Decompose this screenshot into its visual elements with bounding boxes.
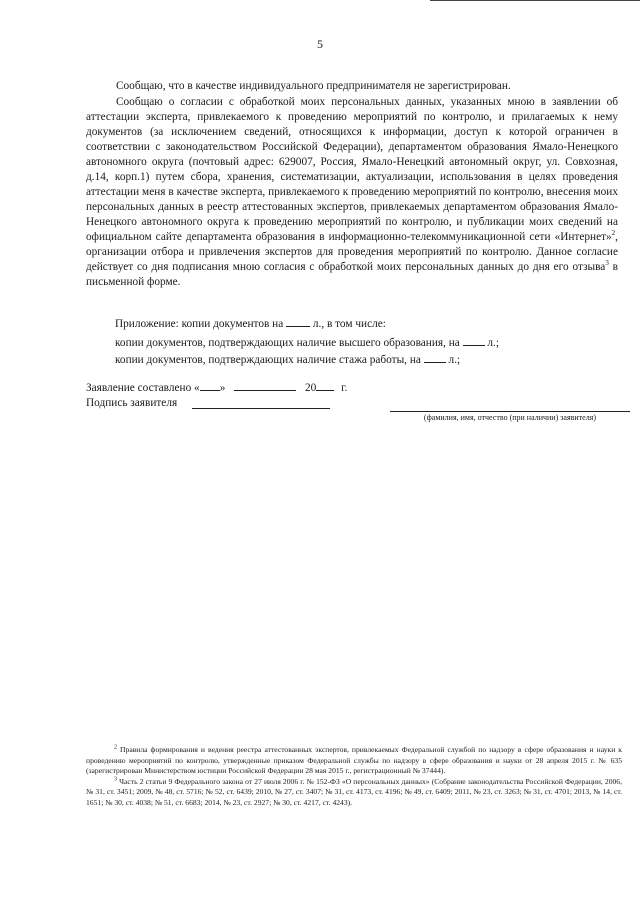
- consent-text-part-3: в письменной форме.: [86, 261, 618, 288]
- application-date-line: [86, 380, 347, 396]
- consent-text-part-2: , организации отбора и привлечения экспертов для проведения мероприятий по контролю. Данное согласие действует со дня подписания мною согласия с обработкой моих персональных данных до дня его отзыва: [86, 231, 618, 273]
- footnote-text: Правила формирования и ведения реестра аттестованных экспертов, привлекаемых Федеральной службой по надзору в сфере образования и науки к проведению мероприятий по контролю, утвержденные приказом Федеральной службы по надзору в сфере образования и науки от 28 апреля 2015 г. № 635 (зарегистрирован Министерством юстиции Российской Федерации 28 мая 2015 г., регистрационный № 37444).: [86, 745, 622, 776]
- footnote-2: [86, 745, 622, 777]
- footnote-number: 3: [114, 776, 117, 783]
- attachment-experience-suffix: л.;: [448, 354, 461, 366]
- attachment-line-total: [115, 316, 625, 332]
- footnote-3: [86, 777, 622, 809]
- footnote-ref-2: 2: [611, 229, 616, 238]
- year-suffix: г.: [341, 382, 348, 394]
- attachment-education-label: копии документов, подтверждающих наличие высшего образования, на: [115, 337, 460, 349]
- quote-close: »: [219, 382, 226, 394]
- paragraph-consent: [86, 95, 618, 290]
- year-prefix: 20: [305, 382, 317, 394]
- year-blank[interactable]: [316, 380, 334, 391]
- applicant-name-field[interactable]: [390, 411, 630, 412]
- main-text: [86, 79, 618, 290]
- attachment-total-pages-blank[interactable]: [286, 316, 310, 327]
- attachment-education-suffix: л.;: [487, 337, 500, 349]
- attachment-line-experience: [115, 352, 625, 368]
- footnote-number: 2: [114, 744, 117, 751]
- date-label: Заявление составлено: [86, 382, 192, 394]
- attachment-total-label: Приложение: копии документов на: [115, 318, 284, 330]
- quote-open: «: [194, 382, 200, 394]
- day-blank[interactable]: [200, 380, 220, 391]
- consent-text-part-1: Сообщаю о согласии с обработкой моих персональных данных, указанных мною в заявлении об аттестации эксперта, привлекаемого к проведению мероприятий по контролю, и прилагаемых к нему документов (за исключением сведений, относящихся к информации, доступ к которой ограничен в соответствии с законодательством Российской Федерации), департаментом образования Ямало-Ненецкого автономного округа (почтовый адрес: 629007, Россия, Ямало-Ненецкий автономный округ, ул. Совхозная, д.14, корп.1) путем сбора, хранения, систематизации, актуализации, использования в целях проведения аттестации меня в качестве эксперта, привлекаемого к проведению мероприятий по контролю, внесения моих персональных данных в реестр аттестованных экспертов, привлекаемых департаментом образования Ямало-Ненецкого автономного округа к проведению мероприятий по контролю, и публикации моих сведений на официальном сайте департамента образования в информационно-телекоммуникационной сети «Интернет»: [86, 96, 618, 243]
- month-blank[interactable]: [234, 380, 296, 391]
- paragraph-not-entrepreneur: Сообщаю, что в качестве индивидуального предпринимателя не зарегистрирован.: [116, 80, 511, 92]
- applicant-name-caption: (фамилия, имя, отчество (при наличии) заявителя): [423, 413, 597, 422]
- attachment-line-education: [115, 335, 625, 351]
- attachment-education-pages-blank[interactable]: [463, 335, 485, 346]
- footnote-ref-3: 3: [605, 259, 609, 268]
- signature-field[interactable]: [192, 408, 330, 409]
- page-number: 5: [317, 37, 323, 51]
- footnote-text: Часть 2 статьи 9 Федерального закона от 27 июля 2006 г. № 152-ФЗ «О персональных данных» (Собрание законодательства Российской Федерации, 2006, № 31, ст. 3451; 2009, № 48, ст. 5716; № 52, ст. 6439; 2010, № 27, ст. 3407; № 31, ст. 4173, ст. 4196; № 49, ст. 6409; 2011, № 23, ст. 3263; № 31, ст. 4701; 2013, № 14, ст. 1651; № 30, ст. 4038; № 51, ст. 6683; 2014, № 23, ст. 2927; № 30, ст. 4217, ст. 4243).: [86, 776, 622, 807]
- top-divider: [430, 0, 640, 1]
- footnotes: [86, 745, 622, 809]
- attachment-experience-pages-blank[interactable]: [424, 352, 446, 363]
- attachment-experience-label: копии документов, подтверждающих наличие стажа работы, на: [115, 354, 421, 366]
- attachment-total-suffix: л., в том числе:: [312, 318, 386, 330]
- signature-label: Подпись заявителя: [86, 397, 178, 409]
